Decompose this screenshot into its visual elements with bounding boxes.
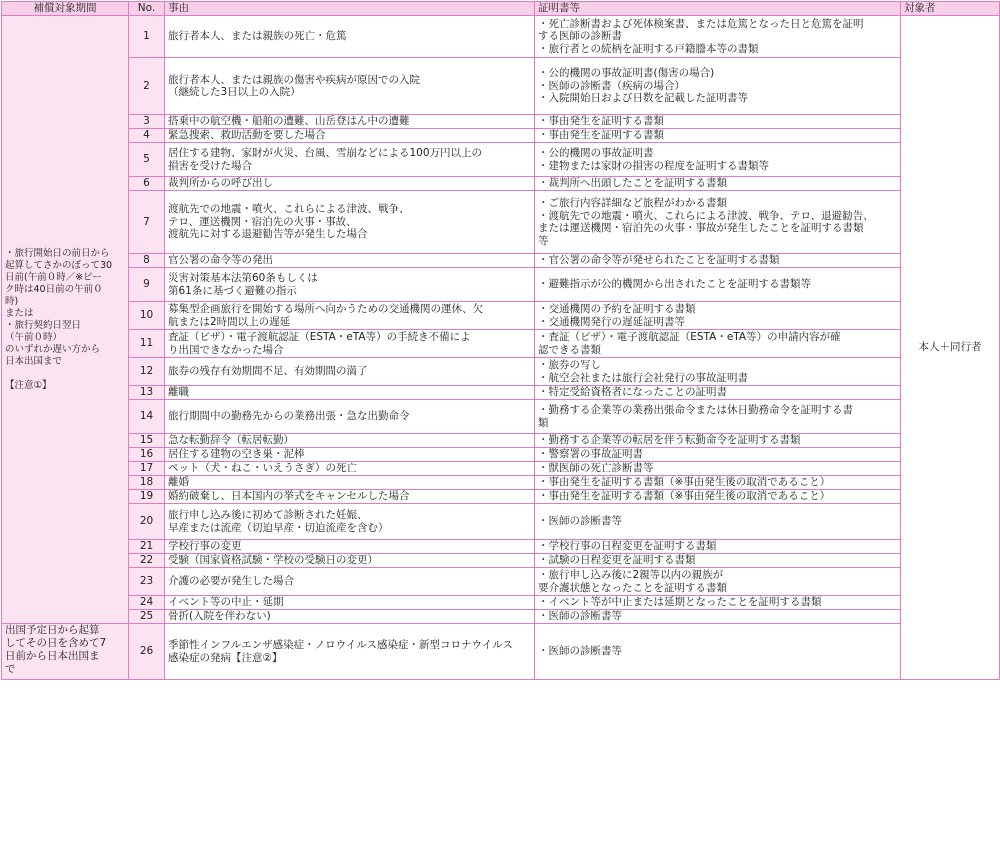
row-number: 25 [129, 610, 165, 624]
row-number: 23 [129, 568, 165, 596]
header-no: No. [129, 2, 165, 16]
docs-cell: ・事由発生を証明する書類（※事由発生後の取消であること） [535, 476, 901, 490]
period-line: 時) [5, 295, 19, 307]
row-number: 21 [129, 540, 165, 554]
docs-cell: ・旅行申し込み後に2親等以内の親族が 要介護状態となったことを証明する書類 [535, 568, 901, 596]
period-line: のいずれか遅い方から [5, 343, 101, 355]
table-row [2, 462, 1000, 476]
period-line: 起算してさかのぼって30 [5, 259, 113, 271]
reason-cell: ペット（犬・ねこ・いえうさぎ）の死亡 [165, 462, 535, 476]
docs-cell: ・裁判所へ出頭したことを証明する書類 [535, 177, 901, 191]
reason-cell: 受験（国家資格試験・学校の受験日の変更） [165, 554, 535, 568]
table-row [2, 434, 1000, 448]
table-row [2, 115, 1000, 129]
docs-cell: ・査証（ビザ）・電子渡航認証（ESTA・eTA等）の申請内容が確 認できる書類 [535, 330, 901, 358]
docs-cell: ・医師の診断書等 [535, 624, 901, 680]
reason-cell: 渡航先での地震・噴火、これらによる津波、戦争、 テロ、運送機関・宿泊先の火事・事故、 渡航先に対する退避勧告等が発生した場合 [165, 191, 535, 254]
table-row [2, 268, 1000, 302]
reason-cell: 離婚 [165, 476, 535, 490]
docs-cell: ・ご旅行内容詳細など旅程がわかる書類 ・渡航先での地震・噴火、これらによる津波、戦争、テロ、退避勧告、 または運送機関・宿泊先の火事・事故が発生したことを証明する書類 等 [535, 191, 901, 254]
docs-cell: ・試験の日程変更を証明する書類 [535, 554, 901, 568]
period-line: 【注意①】 [5, 379, 52, 391]
table-row [2, 191, 1000, 254]
table-row [2, 254, 1000, 268]
reason-cell: 季節性インフルエンザ感染症・ノロウイルス感染症・新型コロナウイルス 感染症の発病【注意②】 [165, 624, 535, 680]
docs-cell: ・官公署の命令等が発せられたことを証明する書類 [535, 254, 901, 268]
docs-cell: ・警察署の事故証明書 [535, 448, 901, 462]
table-row [2, 177, 1000, 191]
docs-cell: ・事由発生を証明する書類 [535, 129, 901, 143]
header-row [2, 2, 1000, 16]
reason-cell: 旅行申し込み後に初めて診断された妊娠、 早産または流産（切迫早産・切迫流産を含む） [165, 504, 535, 540]
header-docs: 証明書等 [535, 2, 901, 16]
table-row [2, 330, 1000, 358]
period-line: 日前から日本出国ま [5, 650, 100, 662]
period-line: または [5, 307, 34, 319]
docs-cell: ・医師の診断書等 [535, 610, 901, 624]
header-reason: 事由 [165, 2, 535, 16]
row-number: 20 [129, 504, 165, 540]
reason-cell: 裁判所からの呼び出し [165, 177, 535, 191]
table-row [2, 58, 1000, 115]
reason-cell: 急な転勤辞令（転居転勤） [165, 434, 535, 448]
period-line: 出国予定日から起算 [5, 624, 100, 636]
table-row [2, 504, 1000, 540]
reason-cell: 搭乗中の航空機・船舶の遭難、山岳登はん中の遭難 [165, 115, 535, 129]
reason-cell: 離職 [165, 386, 535, 400]
period-line: ・旅行開始日の前日から [5, 247, 110, 259]
row-number: 12 [129, 358, 165, 386]
period-line: してその日を含めて7 [5, 637, 107, 649]
docs-cell: ・医師の診断書等 [535, 504, 901, 540]
row-number: 16 [129, 448, 165, 462]
row-number: 26 [129, 624, 165, 680]
table-row [2, 624, 1000, 680]
docs-cell: ・事由発生を証明する書類 [535, 115, 901, 129]
reason-cell: 居住する建物の空き巣・泥棒 [165, 448, 535, 462]
coverage-table [1, 1, 1000, 680]
row-number: 10 [129, 302, 165, 330]
docs-cell: ・交通機関の予約を証明する書類 ・交通機関発行の遅延証明書等 [535, 302, 901, 330]
row-number: 15 [129, 434, 165, 448]
docs-cell: ・死亡診断書および死体検案書、または危篤となった日と危篤を証明 する医師の診断書 ・旅行者との続柄を証明する戸籍謄本等の書類 [535, 16, 901, 58]
period-line: 日前(午前０時／※ピー [5, 271, 102, 283]
docs-cell: ・勤務する企業等の業務出張命令または休日勤務命令を証明する書 類 [535, 400, 901, 434]
period-line: ク時は40日前の午前０ [5, 283, 103, 295]
row-number: 6 [129, 177, 165, 191]
docs-cell: ・獣医師の死亡診断書等 [535, 462, 901, 476]
table-row [2, 476, 1000, 490]
table-row [2, 358, 1000, 386]
row-number: 18 [129, 476, 165, 490]
table-row [2, 143, 1000, 177]
row-number: 14 [129, 400, 165, 434]
period-line: （午前０時） [5, 331, 63, 343]
period-line [5, 368, 125, 380]
target-cell: 本人＋同行者 [901, 16, 1000, 680]
period-line: ・旅行契約日翌日 [5, 319, 82, 331]
docs-cell: ・特定受給資格者になったことの証明書 [535, 386, 901, 400]
reason-cell: 緊急捜索、救助活動を要した場合 [165, 129, 535, 143]
docs-cell: ・避難指示が公的機関から出されたことを証明する書類等 [535, 268, 901, 302]
reason-cell: 学校行事の変更 [165, 540, 535, 554]
table-row [2, 596, 1000, 610]
table-row [2, 129, 1000, 143]
docs-cell: ・旅券の写し ・航空会社または旅行会社発行の事故証明書 [535, 358, 901, 386]
reason-cell: 官公署の命令等の発出 [165, 254, 535, 268]
table-row [2, 16, 1000, 58]
table-row [2, 540, 1000, 554]
docs-cell: ・公的機関の事故証明書(傷害の場合) ・医師の診断書（疾病の場合） ・入院開始日および日数を記載した証明書等 [535, 58, 901, 115]
docs-cell: ・勤務する企業等の転居を伴う転勤命令を証明する書類 [535, 434, 901, 448]
docs-cell: ・公的機関の事故証明書 ・建物または家財の損害の程度を証明する書類等 [535, 143, 901, 177]
period-cell-flu [2, 624, 129, 680]
table-row [2, 386, 1000, 400]
table-row [2, 554, 1000, 568]
reason-cell: 旅行者本人、または親族の傷害や疾病が原因での入院 （継続した3日以上の入院） [165, 58, 535, 115]
row-number: 24 [129, 596, 165, 610]
reason-cell: 募集型企画旅行を開始する場所へ向かうための交通機関の運休、欠 航または2時間以上の遅延 [165, 302, 535, 330]
reason-cell: 婚約破棄し、日本国内の挙式をキャンセルした場合 [165, 490, 535, 504]
table-row [2, 302, 1000, 330]
row-number: 9 [129, 268, 165, 302]
reason-cell: 災害対策基本法第60条もしくは 第61条に基づく避難の指示 [165, 268, 535, 302]
row-number: 8 [129, 254, 165, 268]
table-row [2, 568, 1000, 596]
table-row [2, 448, 1000, 462]
row-number: 19 [129, 490, 165, 504]
table-row [2, 400, 1000, 434]
reason-cell: 骨折(入院を伴わない) [165, 610, 535, 624]
reason-cell: イベント等の中止・延期 [165, 596, 535, 610]
row-number: 2 [129, 58, 165, 115]
row-number: 13 [129, 386, 165, 400]
reason-cell: 旅行期間中の勤務先からの業務出張・急な出勤命令 [165, 400, 535, 434]
docs-cell: ・学校行事の日程変更を証明する書類 [535, 540, 901, 554]
reason-cell: 旅券の残存有効期間不足、有効期間の満了 [165, 358, 535, 386]
row-number: 1 [129, 16, 165, 58]
row-number: 22 [129, 554, 165, 568]
period-line: で [5, 663, 16, 675]
table-body [2, 16, 1000, 680]
reason-cell: 旅行者本人、または親族の死亡・危篤 [165, 16, 535, 58]
row-number: 5 [129, 143, 165, 177]
row-number: 11 [129, 330, 165, 358]
header-period: 補償対象期間 [2, 2, 129, 16]
row-number: 7 [129, 191, 165, 254]
reason-cell: 介護の必要が発生した場合 [165, 568, 535, 596]
docs-cell: ・事由発生を証明する書類（※事由発生後の取消であること） [535, 490, 901, 504]
period-line: 日本出国まで [5, 355, 63, 367]
table-row [2, 490, 1000, 504]
table-row [2, 610, 1000, 624]
row-number: 3 [129, 115, 165, 129]
reason-cell: 居住する建物、家財が火災、台風、雪崩などによる100万円以上の 損害を受けた場合 [165, 143, 535, 177]
reason-cell: 査証（ビザ）・電子渡航認証（ESTA・eTA等）の手続き不備によ り出国できなかった場合 [165, 330, 535, 358]
row-number: 17 [129, 462, 165, 476]
row-number: 4 [129, 129, 165, 143]
header-target: 対象者 [901, 2, 1000, 16]
docs-cell: ・イベント等が中止または延期となったことを証明する書類 [535, 596, 901, 610]
period-cell-main [2, 16, 129, 624]
